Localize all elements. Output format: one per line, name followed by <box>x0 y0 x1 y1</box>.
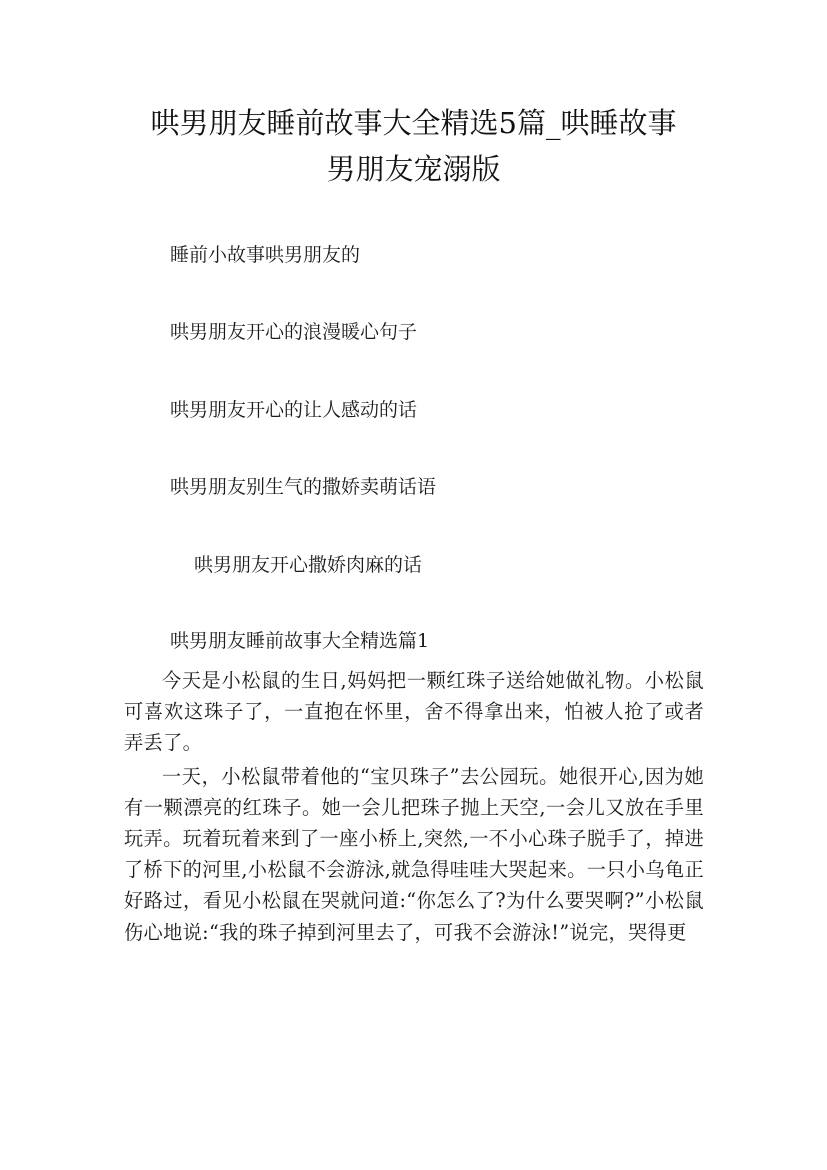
story-body <box>124 665 704 950</box>
toc-item-2: 哄男朋友开心的浪漫暖心句子 <box>170 321 418 343</box>
toc-item-4: 哄男朋友别生气的撒娇卖萌话语 <box>170 476 437 498</box>
document-title <box>100 100 727 192</box>
toc-item-1: 睡前小故事哄男朋友的 <box>170 244 361 266</box>
title-line-2: 男朋友宠溺版 <box>326 152 501 186</box>
toc-item-5: 哄男朋友开心撒娇肉麻的话 <box>194 554 423 576</box>
story-paragraph-1: 今天是小松鼠的生日,妈妈把一颗红珠子送给她做礼物。小松鼠可喜欢这珠子了，一直抱在怀里，舍不得拿出来，怕被人抢了或者弄丢了。 <box>124 669 704 755</box>
toc-item-3: 哄男朋友开心的让人感动的话 <box>170 399 418 421</box>
title-line-1: 哄男朋友睡前故事大全精选5篇_哄睡故事 <box>150 106 677 140</box>
section-heading: 哄男朋友睡前故事大全精选篇1 <box>170 630 430 652</box>
story-paragraph-2: 一天，小松鼠带着他的“宝贝珠子”去公园玩。她很开心,因为她有一颗漂亮的红珠子。她一会儿把珠子抛上天空,一会儿又放在手里玩弄。玩着玩着来到了一座小桥上,突然,一不小心珠子脱手了，掉进了桥下的河里,小松鼠不会游泳,就急得哇哇大哭起来。一只小乌龟正好路过，看见小松鼠在哭就问道:“你怎么了?为什么要哭啊?”小松鼠伤心地说:“我的珠子掉到河里去了，可我不会游泳!”说完，哭得更 <box>124 764 704 944</box>
